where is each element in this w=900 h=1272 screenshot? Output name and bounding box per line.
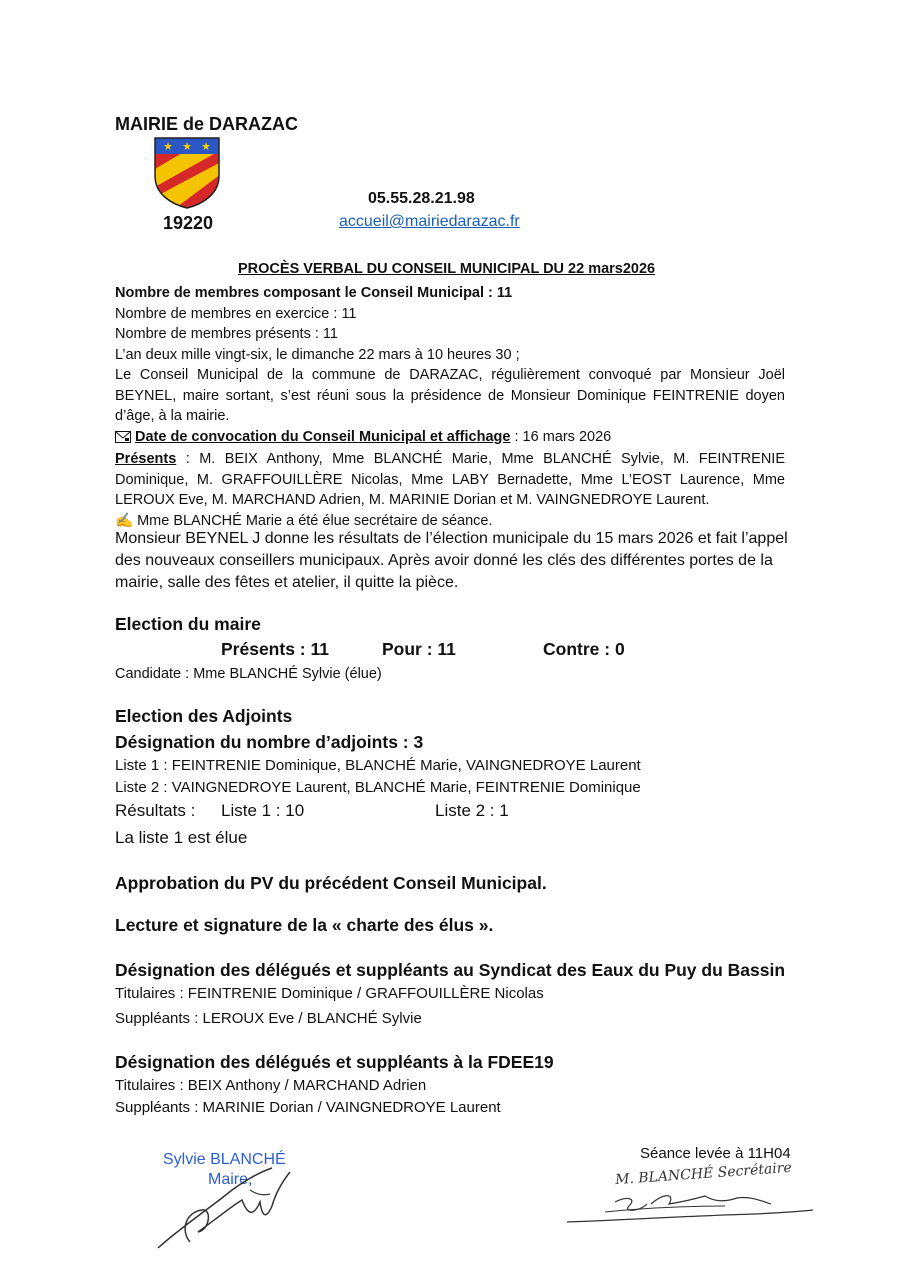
- writing-hand-icon: ✍: [115, 512, 134, 529]
- convocation-text: Le Conseil Municipal de la commune de DARAZAC, régulièrement convoqué par Monsieur Joël BEYNEL, maire sortant, s’est réuni sous la présidence de Monsieur Dominique FEINTRENIE doyen d’âge, à la mairie.: [115, 367, 785, 424]
- syndicat-titulaires: Titulaires : FEINTRENIE Dominique / GRAFFOUILLÈRE Nicolas: [115, 985, 544, 1002]
- results-text: Monsieur BEYNEL J donne les résultats de l’élection municipale du 15 mars 2026 et fait l’appel des nouveaux conseillers municipaux. Après avoir donné les clés des différentes portes de la mairie, salle des fêtes et atelier, il quitte la pièce.: [115, 530, 788, 591]
- resultats-liste1: Liste 1 : 10: [221, 801, 305, 820]
- mayor-signature-icon: [150, 1150, 310, 1265]
- date-convocation-label: Date de convocation du Conseil Municipal et affichage: [135, 428, 511, 445]
- presents-label: Présents: [115, 451, 177, 467]
- approbation-heading: Approbation du PV du précédent Conseil Municipal.: [115, 873, 547, 893]
- liste-elue: La liste 1 est élue: [115, 828, 248, 847]
- date-convocation-value: : 16 mars 2026: [510, 428, 612, 445]
- envelope-icon: [115, 429, 131, 450]
- secretary-signature-icon: [565, 1180, 815, 1235]
- signer-role: Maire,: [208, 1171, 253, 1188]
- members-composant: Nombre de membres composant le Conseil Municipal : 11: [115, 285, 513, 301]
- resultats-label: Résultats :: [115, 801, 196, 820]
- fdee-titulaires: Titulaires : BEIX Anthony / MARCHAND Adrien: [115, 1077, 427, 1094]
- coat-of-arms-icon: [153, 136, 221, 215]
- signer-name: Sylvie BLANCHÉ: [163, 1151, 286, 1168]
- secretary-handwritten: M. BLANCHÉ Secrétaire: [614, 1159, 793, 1189]
- maire-presents: Présents : 11: [221, 639, 329, 659]
- seance-levee: Séance levée à 11H04: [640, 1145, 791, 1162]
- phone: 05.55.28.21.98: [368, 190, 475, 207]
- mairie-title: MAIRIE de DARAZAC: [115, 114, 298, 134]
- postal-code: 19220: [163, 213, 214, 233]
- email-link[interactable]: accueil@mairiedarazac.fr: [339, 213, 520, 230]
- intro-block: [115, 283, 785, 531]
- maire-candidate: Candidate : Mme BLANCHÉ Sylvie (élue): [115, 666, 382, 682]
- presents-line: [115, 449, 785, 511]
- date-line: L’an deux mille vingt-six, le dimanche 22 mars à 10 heures 30 ;: [115, 346, 520, 363]
- fdee-heading: Désignation des délégués et suppléants à la FDEE19: [115, 1052, 554, 1072]
- adjoints-liste2: Liste 2 : VAINGNEDROYE Laurent, BLANCHÉ Marie, FEINTRENIE Dominique: [115, 779, 641, 796]
- charte-heading: Lecture et signature de la « charte des élus ».: [115, 915, 494, 935]
- maire-contre: Contre : 0: [543, 639, 625, 659]
- date-convocation-line: [115, 427, 785, 450]
- adjoints-designation: Désignation du nombre d’adjoints : 3: [115, 732, 424, 752]
- members-presents: Nombre de membres présents : 11: [115, 326, 338, 342]
- svg-text:★: ★: [182, 140, 192, 153]
- svg-text:★: ★: [201, 140, 211, 153]
- fdee-suppleants: Suppléants : MARINIE Dorian / VAINGNEDROYE Laurent: [115, 1099, 501, 1116]
- document-title: PROCÈS VERBAL DU CONSEIL MUNICIPAL DU 22 mars2026: [238, 261, 656, 277]
- svg-text:★: ★: [163, 140, 173, 153]
- resultats-liste2: Liste 2 : 1: [435, 801, 509, 820]
- secretary-text: Mme BLANCHÉ Marie a été élue secrétaire de séance.: [137, 512, 493, 529]
- syndicat-heading: Désignation des délégués et suppléants au Syndicat des Eaux du Puy du Bassin: [115, 960, 786, 980]
- maire-pour: Pour : 11: [382, 639, 456, 659]
- election-maire-heading: Election du maire: [115, 614, 261, 634]
- syndicat-suppleants: Suppléants : LEROUX Eve / BLANCHÉ Sylvie: [115, 1010, 422, 1027]
- adjoints-liste1: Liste 1 : FEINTRENIE Dominique, BLANCHÉ Marie, VAINGNEDROYE Laurent: [115, 757, 641, 774]
- members-exercice: Nombre de membres en exercice : 11: [115, 305, 357, 322]
- presents-value: : M. BEIX Anthony, Mme BLANCHÉ Marie, Mme BLANCHÉ Sylvie, M. FEINTRENIE Dominique, M. GRAFFOUILLÈRE Nicolas, Mme LABY Bernadette, Mme L’EOST Laurence, Mme LEROUX Eve, M. MARCHAND Adrien, M. MARINIE Dorian et M. VAINGNEDROYE Laurent.: [115, 451, 785, 508]
- election-adjoints-heading: Election des Adjoints: [115, 706, 293, 726]
